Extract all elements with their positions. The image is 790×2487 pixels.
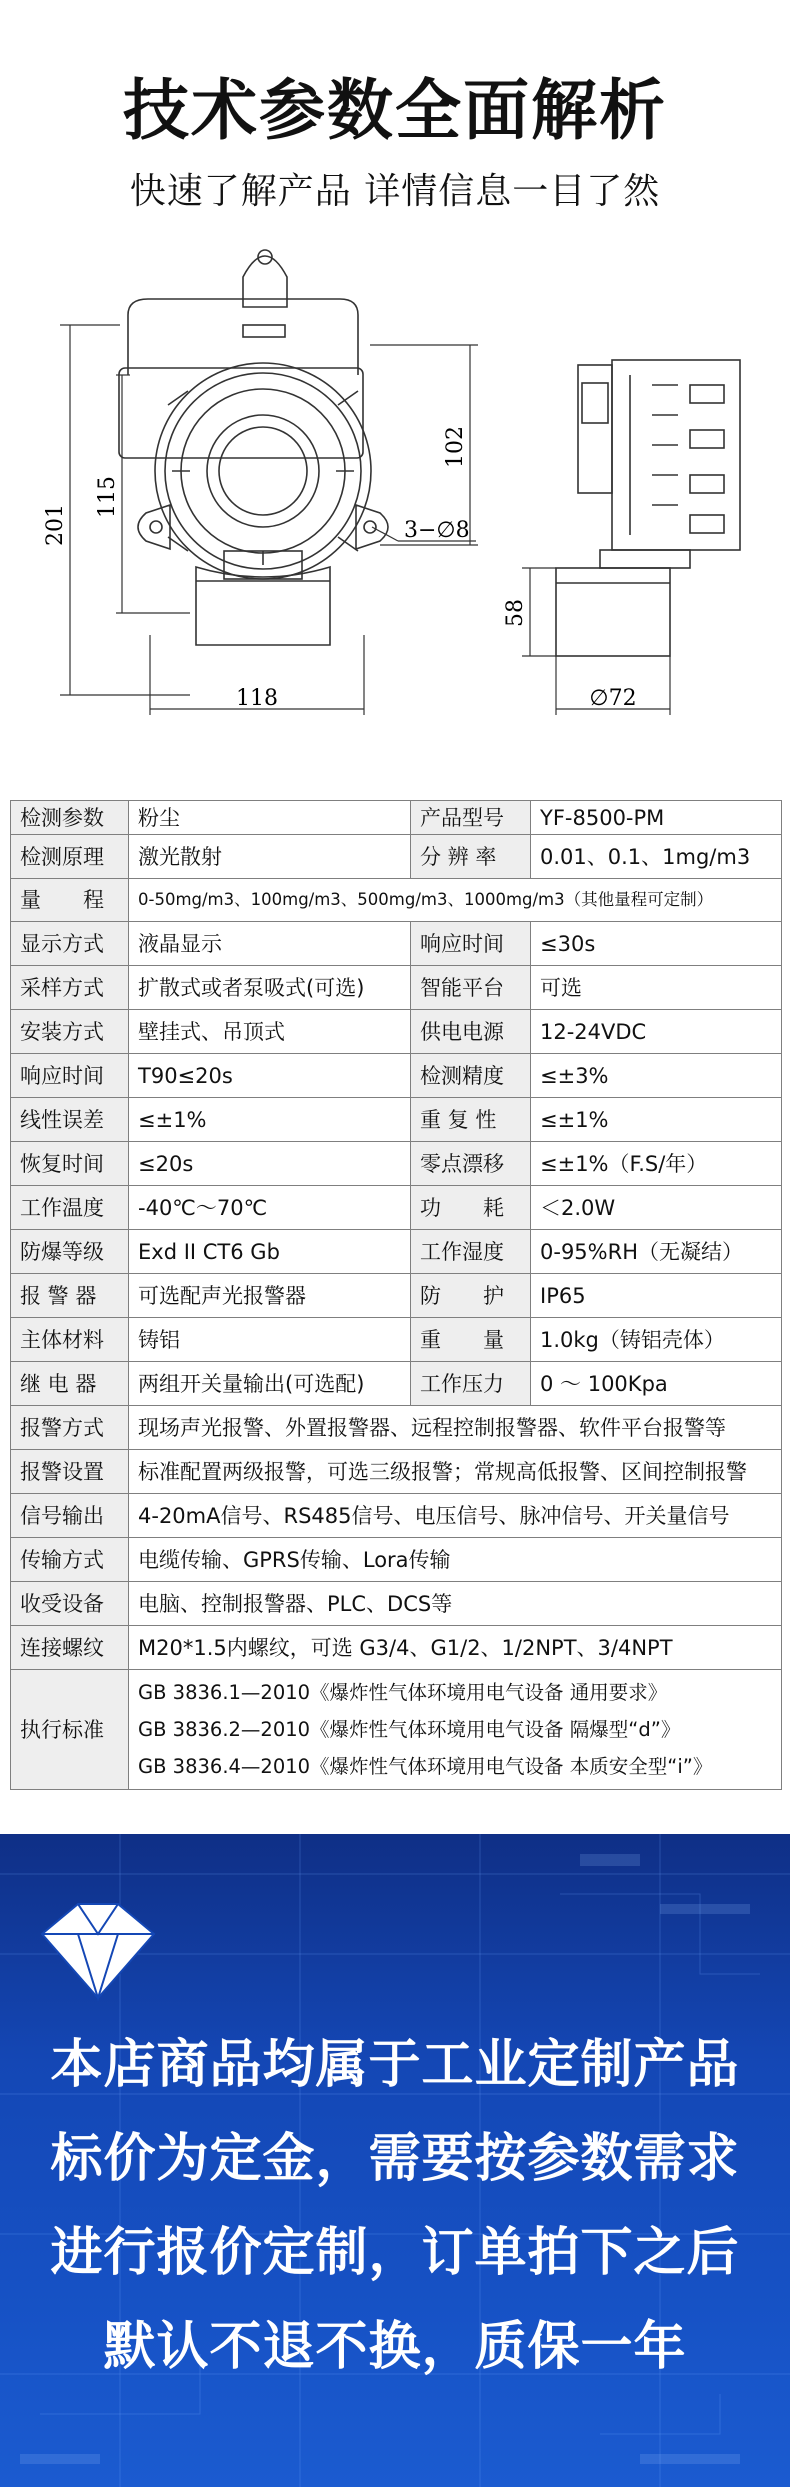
table-row bbox=[11, 1538, 782, 1582]
standard-list bbox=[129, 1670, 782, 1790]
spec-label: 采样方式 bbox=[11, 966, 129, 1010]
spec-label: 分 辨 率 bbox=[411, 835, 531, 879]
spec-label: 线性误差 bbox=[11, 1098, 129, 1142]
spec-label: 防爆等级 bbox=[11, 1230, 129, 1274]
spec-value: 液晶显示 bbox=[129, 922, 411, 966]
spec-label: 工作温度 bbox=[11, 1186, 129, 1230]
dim-102: 102 bbox=[443, 426, 468, 468]
spec-label: 供电电源 bbox=[411, 1010, 531, 1054]
spec-label: 量 程 bbox=[11, 879, 129, 922]
spec-value: IP65 bbox=[531, 1274, 782, 1318]
spec-value: 0.01、0.1、1mg/m3 bbox=[531, 835, 782, 879]
notice-line-2: 标价为定金，需要按参数需求 bbox=[50, 2129, 740, 2189]
table-row bbox=[11, 1450, 782, 1494]
spec-value: 可选 bbox=[531, 966, 782, 1010]
spec-label: 重 量 bbox=[411, 1318, 531, 1362]
dim-58: 58 bbox=[503, 599, 528, 627]
spec-label: 工作压力 bbox=[411, 1362, 531, 1406]
dim-72: ∅72 bbox=[589, 686, 637, 711]
spec-label: 信号输出 bbox=[11, 1494, 129, 1538]
dimension-drawing bbox=[0, 215, 790, 785]
table-row bbox=[11, 1230, 782, 1274]
spec-label: 产品型号 bbox=[411, 801, 531, 835]
spec-value: 0-50mg/m3、100mg/m3、500mg/m3、1000mg/m3（其他量程可定制） bbox=[129, 879, 782, 922]
spec-label: 报警方式 bbox=[11, 1406, 129, 1450]
table-row bbox=[11, 1186, 782, 1230]
table-row bbox=[11, 1274, 782, 1318]
spec-label: 执行标准 bbox=[11, 1670, 129, 1790]
table-row bbox=[11, 966, 782, 1010]
spec-value: 标准配置两级报警，可选三级报警；常规高低报警、区间控制报警 bbox=[129, 1450, 782, 1494]
table-row bbox=[11, 922, 782, 966]
spec-value: 铸铝 bbox=[129, 1318, 411, 1362]
spec-value: 4-20mA信号、RS485信号、电压信号、脉冲信号、开关量信号 bbox=[129, 1494, 782, 1538]
spec-value: ≤±1% bbox=[531, 1098, 782, 1142]
spec-label: 响应时间 bbox=[411, 922, 531, 966]
table-row bbox=[11, 1626, 782, 1670]
table-row bbox=[11, 1362, 782, 1406]
spec-label: 检测参数 bbox=[11, 801, 129, 835]
spec-value: 1.0kg（铸铝壳体） bbox=[531, 1318, 782, 1362]
page-title: 技术参数全面解析 bbox=[123, 72, 667, 149]
spec-value: Exd II CT6 Gb bbox=[129, 1230, 411, 1274]
table-row bbox=[11, 1142, 782, 1186]
table-row bbox=[11, 1494, 782, 1538]
table-row bbox=[11, 1318, 782, 1362]
spec-value: 两组开关量输出(可选配) bbox=[129, 1362, 411, 1406]
spec-label: 防 护 bbox=[411, 1274, 531, 1318]
notice-line-1: 本店商品均属于工业定制产品 bbox=[50, 2035, 740, 2095]
spec-label: 连接螺纹 bbox=[11, 1626, 129, 1670]
table-row bbox=[11, 1054, 782, 1098]
spec-label: 检测原理 bbox=[11, 835, 129, 879]
spec-value: 壁挂式、吊顶式 bbox=[129, 1010, 411, 1054]
spec-label: 智能平台 bbox=[411, 966, 531, 1010]
spec-value: ≤±3% bbox=[531, 1054, 782, 1098]
table-row bbox=[11, 1406, 782, 1450]
dim-118: 118 bbox=[236, 686, 278, 711]
header bbox=[0, 0, 790, 215]
spec-label: 功 耗 bbox=[411, 1186, 531, 1230]
spec-label: 报 警 器 bbox=[11, 1274, 129, 1318]
table-row bbox=[11, 1582, 782, 1626]
spec-value: ≤±1%（F.S/年） bbox=[531, 1142, 782, 1186]
spec-label: 零点漂移 bbox=[411, 1142, 531, 1186]
spec-label: 报警设置 bbox=[11, 1450, 129, 1494]
spec-label: 恢复时间 bbox=[11, 1142, 129, 1186]
spec-value: ＜2.0W bbox=[531, 1186, 782, 1230]
spec-label: 检测精度 bbox=[411, 1054, 531, 1098]
spec-value: ≤±1% bbox=[129, 1098, 411, 1142]
notice-banner bbox=[0, 1834, 790, 2487]
spec-table bbox=[10, 800, 782, 1790]
table-row bbox=[11, 1670, 782, 1790]
dim-201: 201 bbox=[43, 504, 68, 546]
spec-value: 电缆传输、GPRS传输、Lora传输 bbox=[129, 1538, 782, 1582]
spec-label: 传输方式 bbox=[11, 1538, 129, 1582]
dim-holes: 3−∅8 bbox=[404, 518, 470, 543]
dim-115: 115 bbox=[95, 476, 120, 518]
page-subtitle: 快速了解产品 详情信息一目了然 bbox=[129, 171, 661, 212]
spec-value: 激光散射 bbox=[129, 835, 411, 879]
spec-value: 电脑、控制报警器、PLC、DCS等 bbox=[129, 1582, 782, 1626]
table-row bbox=[11, 879, 782, 922]
spec-value: 0-95%RH（无凝结） bbox=[531, 1230, 782, 1274]
diamond-icon bbox=[42, 1904, 154, 1998]
standard-line: GB 3836.4—2010《爆炸性气体环境用电气设备 本质安全型“i”》 bbox=[138, 1755, 713, 1778]
spec-value: 12-24VDC bbox=[531, 1010, 782, 1054]
spec-value: ≤20s bbox=[129, 1142, 411, 1186]
spec-value: 可选配声光报警器 bbox=[129, 1274, 411, 1318]
spec-value: 扩散式或者泵吸式(可选) bbox=[129, 966, 411, 1010]
spec-value: 0 ～ 100Kpa bbox=[531, 1362, 782, 1406]
table-row bbox=[11, 801, 782, 835]
spec-label: 响应时间 bbox=[11, 1054, 129, 1098]
standard-line: GB 3836.1—2010《爆炸性气体环境用电气设备 通用要求》 bbox=[138, 1681, 668, 1704]
spec-value: T90≤20s bbox=[129, 1054, 411, 1098]
notice-line-3: 进行报价定制，订单拍下之后 bbox=[50, 2223, 740, 2283]
table-row bbox=[11, 1098, 782, 1142]
spec-value: YF-8500-PM bbox=[531, 801, 782, 835]
table-row bbox=[11, 835, 782, 879]
spec-label: 重 复 性 bbox=[411, 1098, 531, 1142]
spec-value: -40℃～70℃ bbox=[129, 1186, 411, 1230]
spec-label: 显示方式 bbox=[11, 922, 129, 966]
standard-line: GB 3836.2—2010《爆炸性气体环境用电气设备 隔爆型“d”》 bbox=[138, 1718, 681, 1741]
spec-label: 安装方式 bbox=[11, 1010, 129, 1054]
spec-value: 粉尘 bbox=[129, 801, 411, 835]
spec-label: 收受设备 bbox=[11, 1582, 129, 1626]
spec-label: 工作湿度 bbox=[411, 1230, 531, 1274]
spec-value: M20*1.5内螺纹，可选 G3/4、G1/2、1/2NPT、3/4NPT bbox=[129, 1626, 782, 1670]
spec-value: ≤30s bbox=[531, 922, 782, 966]
spec-value: 现场声光报警、外置报警器、远程控制报警器、软件平台报警等 bbox=[129, 1406, 782, 1450]
spec-label: 继 电 器 bbox=[11, 1362, 129, 1406]
spec-label: 主体材料 bbox=[11, 1318, 129, 1362]
table-row bbox=[11, 1010, 782, 1054]
notice-line-4: 默认不退不换，质保一年 bbox=[103, 2317, 687, 2377]
